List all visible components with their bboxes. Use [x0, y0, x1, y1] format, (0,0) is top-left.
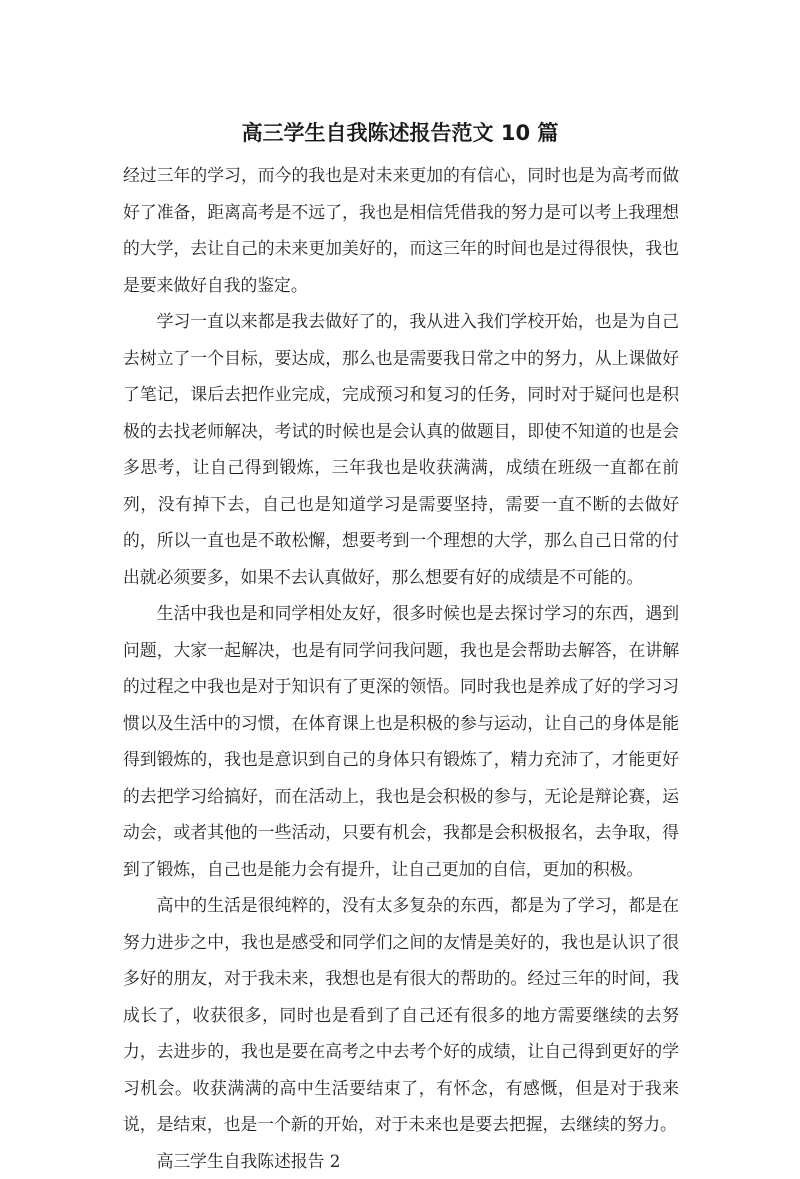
- paragraph-1: 经过三年的学习，而今的我也是对未来更加的有信心，同时也是为高考而做好了准备，距离高考是不远了，我也是相信凭借我的努力是可以考上我理想的大学，去让自己的未来更加美好的，而这三年的时间也是过得很快，我也是要来做好自我的鉴定。: [123, 157, 679, 303]
- paragraph-3: 生活中我也是和同学相处友好，很多时候也是去探讨学习的东西，遇到问题，大家一起解决，也是有同学问我问题，我也是会帮助去解答，在讲解的过程之中我也是对于知识有了更深的领悟。同时我也是养成了好的学习习惯以及生活中的习惯，在体育课上也是积极的参与运动，让自己的身体是能得到锻炼的，我也是意识到自己的身体只有锻炼了，精力充沛了，才能更好的去把学习给搞好，而在活动上，我也是会积极的参与，无论是辩论赛，运动会，或者其他的一些活动，只要有机会，我都是会积极报名，去争取，得到了锻炼，自己也是能力会有提升，让自己更加的自信，更加的积极。: [123, 595, 679, 887]
- section-heading: 高三学生自我陈述报告 2: [123, 1143, 679, 1179]
- document-title: 高三学生自我陈述报告范文 10 篇: [0, 118, 800, 148]
- paragraph-2: 学习一直以来都是我去做好了的，我从进入我们学校开始，也是为自己去树立了一个目标，要达成，那么也是需要我日常之中的努力，从上课做好了笔记，课后去把作业完成，完成预习和复习的任务，同时对于疑问也是积极的去找老师解决，考试的时候也是会认真的做题目，即使不知道的也是会多思考，让自己得到锻炼，三年我也是收获满满，成绩在班级一直都在前列，没有掉下去，自己也是知道学习是需要坚持，需要一直不断的去做好的，所以一直也是不敢松懈，想要考到一个理想的大学，那么自己日常的付出就必须要多，如果不去认真做好，那么想要有好的成绩是不可能的。: [123, 303, 679, 595]
- document-body: [123, 157, 679, 1179]
- paragraph-4: 高中的生活是很纯粹的，没有太多复杂的东西，都是为了学习，都是在努力进步之中，我也是感受和同学们之间的友情是美好的，我也是认识了很多好的朋友，对于我未来，我想也是有很大的帮助的。经过三年的时间，我成长了，收获很多，同时也是看到了自己还有很多的地方需要继续的去努力，去进步的，我也是要在高考之中去考个好的成绩，让自己得到更好的学习机会。收获满满的高中生活要结束了，有怀念，有感慨，但是对于我来说，是结束，也是一个新的开始，对于未来也是要去把握，去继续的努力。: [123, 887, 679, 1143]
